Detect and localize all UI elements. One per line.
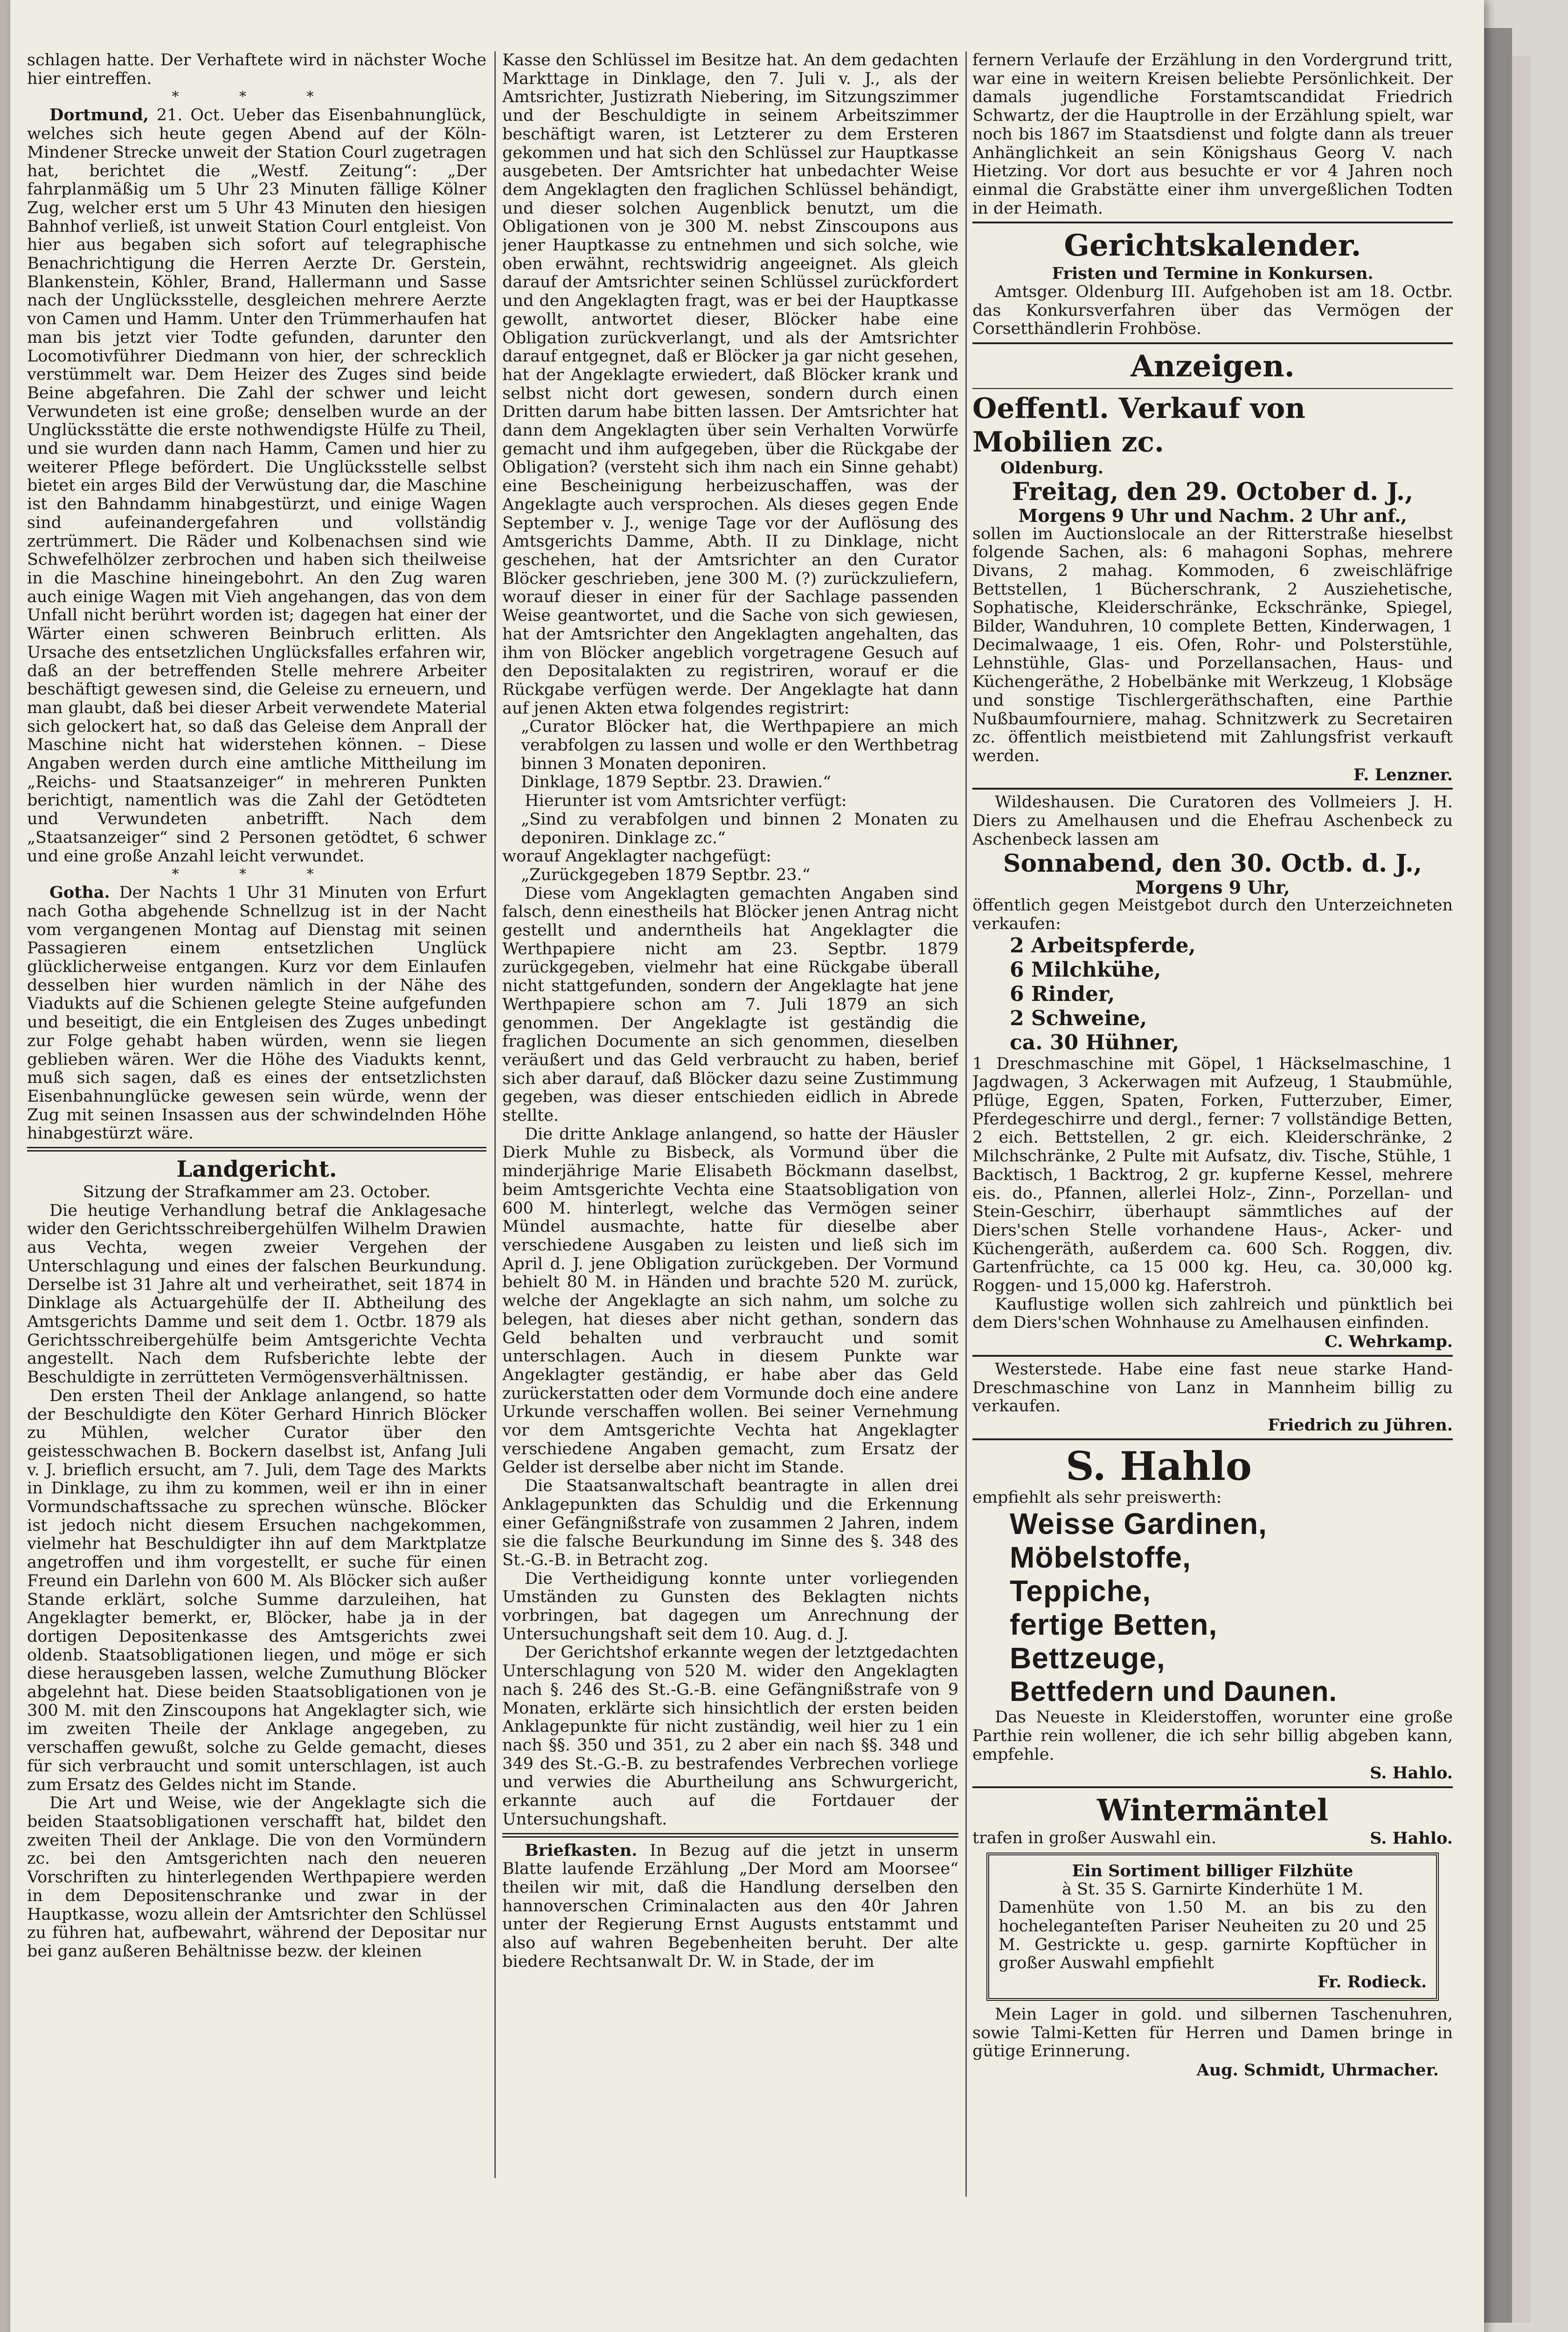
scan-right-edge-light — [1512, 56, 1531, 2323]
ad-oeffentl-verkauf — [972, 392, 1453, 784]
ad-wild-item: 2 Schweine, — [1010, 1006, 1147, 1030]
quote-zurueckgegeben: „Zurückgegeben 1879 Septbr. 23.“ — [521, 865, 811, 884]
ad-oeffentl-heading: Oeffentl. Verkauf von Mobilien zc. — [972, 392, 1305, 459]
article-dortmund — [27, 106, 486, 866]
heading-anzeigen: Anzeigen. — [1131, 349, 1295, 384]
c2-worauf: worauf Angeklagter nachgefügt: — [502, 847, 771, 866]
section-divider — [972, 788, 1453, 790]
section-divider — [972, 342, 1453, 344]
heading-gerichtskalender: Gerichtskalender. — [1064, 228, 1361, 264]
ad-west-signature: Friedrich zu Jühren. — [1268, 1415, 1453, 1435]
ad-hahlo-item: Bettzeuge, — [1010, 1641, 1166, 1675]
c2-paragraph-1: Kasse den Schlüssel im Besitze hat. An dem gedachten Markttage in Dinklage, den 7. Juli v. J., als der Amtsrichter, Justizrath Niebering, im Sitzungszimmer und der Beschuldigte in seinem Arbeitszimmer beschäftigt waren, ist Letzterer zu dem Ersteren gekommen und hat sich den Schlüssel zur Hauptkasse ausgebeten. Der Amtsrichter hat unbedachter Weise dem Angeklagten den fraglichen Schlüssel behändigt, und dieser solchen Augenblick benutzt, um die Obligationen von je 300 M. nebst Zinscoupons aus jener Hauptkasse zu entnehmen und sich solche, wie oben erwähnt, rechtswidrig angeeignet. Als gleich darauf der Amtsrichter seinen Schlüssel zurückfordert und den Angeklagten fragt, was er bei der Hauptkasse gewollt, antwortet dieser, Blöcker habe eine Obligation zurückverlangt, und als der Amtsrichter darauf entgegnet, daß er Blöcker ja gar nicht gesehen, hat der Angeklagte erwiedert, daß Blöcker krank und selbst nicht dort gewesen, sondern durch einen Dritten darum habe bitten lassen. Der Amtsrichter hat dann dem Angeklagten über sein Verhalten Vorwürfe gemacht und ihm aufgegeben, über die Rückgabe der Obligation? (versteht sich ihm nach ein Sinne gehabt) eine Bescheinigung herbeizuschaffen, was der Angeklagte auch versprochen. Als dieses gegen Ende September v. J., wenige Tage vor der Auflösung des Amtsgerichts Damme, Abth. II zu Dinklage, nicht geschehen, hat der Amtsrichter an den Curator Blöcker geschrieben, jene 300 M. (?) zurückzuliefern, worauf dieser in einer für der Sachlage passenden Weise geantwortet, und die Sache von sich gewiesen, hat der Amtsrichter den Angeklagten angehalten, das ihm von Blöcker angeblich vorgetragene Gesuch auf den Depositalakten zu registriren, worauf er die Rückgabe verfügen werde. Der Angeklagte hat dann auf jenen Akten etwa folgendes registrirt: — [502, 51, 958, 718]
c2-paragraph-6: Der Gerichtshof erkannte wegen der letztgedachten Unterschlagung von 520 M. wider den Angeklagten nach §. 246 des St.-G.-B. eine Gefängnißstrafe von 9 Monaten, erklärte sich hinsichtlich der ersten beiden Anklagepunkte für nicht zuständig, weil hier zu 1 ein nach §§. 350 und 351, zu 2 aber ein nach §§. 348 und 349 des St.-G.-B. zu bestrafendes Verbrechen vorliege und verwies die Aburtheilung ans Schwurgericht, erkannte auch auf die Fortdauer der Untersuchungshaft. — [502, 1643, 958, 1829]
ad-wild-item: ca. 30 Hühner, — [1010, 1030, 1179, 1055]
briefkasten — [502, 1841, 958, 1971]
ad-hahlo-signature: S. Hahlo. — [1370, 1763, 1453, 1783]
ad-wild-item: 6 Rinder, — [1010, 982, 1115, 1006]
column-rule-1 — [494, 51, 496, 2178]
briefkasten-label: Briefkasten. — [525, 1840, 638, 1860]
ad-wild-text4: Kauflustige wollen sich zahlreich und pünktlich bei dem Diers'schen Wohnhause zu Amelhausen einfinden. — [972, 1295, 1453, 1333]
ad-winter-line — [972, 1829, 1453, 1848]
separator-stars: * * * — [172, 866, 342, 883]
ad-wintermaentel — [972, 1792, 1453, 1848]
section-divider — [972, 388, 1453, 389]
c2-hierunter: Hierunter ist vom Amtsrichter verfügt: — [525, 791, 847, 811]
ad-hahlo-item: Bettfedern und Daunen. — [1010, 1676, 1338, 1707]
ad-oeffentl-text: sollen im Auctionslocale an der Ritterstraße hieselbst folgende Sachen, als: 6 mahagoni Sophas, mehrere Divans, 2 mahag. Kommoden, 6 zweischläfrige Bettstellen, 1 Bücherschrank, 2 Ausziehetische, Sophatische, Kleiderschränke, Eckschränke, Spiegel, Bilder, Wanduhren, 10 complete Betten, Kinderwagen, 1 Decimalwaage, 1 eis. Ofen, Rohr- und Polsterstühle, Lehnstühle, Glas- und Porzellansachen, Haus- und Küchengeräthe, 2 Hobelbänke mit Werkzeug, 1 Klobsäge und sonstige Tischlergeräthschaften, eine Parthie Nußbaumfourniere, mahag. Schnitzwerk zu Secretairen zc. öffentlich meistbietend mit Zahlungsfrist verkauft werden. — [972, 524, 1453, 765]
gerichtskalender-sub: Fristen und Termine in Konkursen. — [1052, 264, 1374, 284]
ad-hahlo — [972, 1444, 1453, 1783]
ad-wild-item: 2 Arbeitspferde, — [1010, 933, 1196, 958]
dateline-dortmund: Dortmund, — [49, 105, 149, 125]
ad-rodieck-line1: Ein Sortiment billiger Filzhüte — [1072, 1861, 1353, 1881]
ad-rodieck-signature: Fr. Rodieck. — [1317, 1972, 1427, 1992]
ad-oeffentl-place: Oldenburg. — [1000, 458, 1103, 478]
section-divider — [502, 1833, 958, 1838]
ad-rodieck-line3: Damenhüte von 1.50 M. an bis zu den hocheleganteſten Pariser Neuheiten zu 20 und 25 M. Gestrickte u. gesp. garnirte Kopftücher in großer Auswahl empfiehlt — [999, 1898, 1427, 1973]
article-gotha — [27, 883, 486, 1143]
column-1 — [27, 51, 486, 2206]
heading-landgericht: Landgericht. — [176, 1156, 337, 1183]
ad-schmidt — [972, 2006, 1453, 2080]
separator-stars: * * * — [172, 89, 342, 105]
landgericht-paragraph-2: Den ersten Theil der Anklage anlangend, so hatte der Beschuldigte den Köter Gerhard Hinrich Blöcker zu Mühlen, welcher Curator über den geistesschwachen B. Bockern daselbst ist, Anfang Juli v. J. brieflich ersucht, am 7. Juli, dem Tage des Markts in Dinklage, zu ihm zu kommen, weil er ihn in einer Vormundschaftssache zu sprechen wünsche. Blöcker ist jedoch nicht diesem Ersuchen nachgekommen, vielmehr hat Beschuldigter ihn auf dem Marktplatze angetroffen und ihm vorgestellt, er suche für einen Freund ein Darlehn von 600 M. Als Blöcker sich außer Stande erklärt, solche Summe darzuleihen, hat Angeklagter bemerkt, er, Blöcker, habe ja in der dortigen Depositenkasse des Amtsgerichts zwei oldenb. Staatsobligationen liegen, und möge er sich diese herausgeben lassen, welche Zumuthung Blöcker abgelehnt hat. Diese beiden Staatsobligationen von je 300 M. mit den Zinscoupons hat Angeklagter sich, wie im zweiten Theile der Anklage angegeben, zu verschaffen gewußt, solche zu Gelde gemacht, dieses für sich verbraucht und somit unterschlagen, ist auch zum Ersatz des Geldes nicht im Stande. — [27, 1386, 486, 1794]
ad-hahlo-intro: empfiehlt als sehr preiswerth: — [972, 1488, 1222, 1507]
ad-rodieck-box — [986, 1853, 1439, 2001]
ad-wild-signature: C. Wehrkamp. — [1325, 1332, 1453, 1352]
ad-winter-heading: Wintermäntel — [1097, 1793, 1328, 1828]
ad-wild-text3: 1 Dreschmaschine mit Göpel, 1 Häckselmaschine, 1 Jagdwagen, 3 Ackerwagen mit Aufzeug, 1 Staubmühle, Pflüge, Eggen, Spaten, Forken, Futterzuber, Eimer, Pferdegeschirre und dergl., ferner: 7 vollständige Betten, 2 eich. Bettstellen, 2 gr. eich. Kleiderschränke, 2 Milchschränke, 2 Pulte mit Aufsatz, div. Tische, Stühle, 1 Backtisch, 1 Backtrog, 2 gr. kupferne Kessel, mehrere eis. do., Pfannen, allerlei Holz-, Zinn-, Porzellan- und Stein-Geschirr, überhaupt sämmtliches auf der Diers'schen Stelle vorhandene Haus-, Acker- und Küchengeräth, außerdem ca. 600 Sch. Roggen, div. Gartenfrüchte, ca 15 000 kg. Heu, ca. 30,000 kg. Roggen- und 15,000 kg. Haferstroh. — [972, 1054, 1453, 1296]
section-divider — [972, 1438, 1453, 1440]
ad-hahlo-name: S. Hahlo — [1066, 1443, 1252, 1489]
section-divider — [972, 1786, 1453, 1788]
ad-oeffentl-time: Morgens 9 Uhr und Nachm. 2 Uhr anf., — [1018, 505, 1407, 526]
ad-hahlo-item: Teppiche, — [1010, 1574, 1151, 1608]
article-gotha-text: Der Nachts 1 Uhr 31 Minuten von Erfurt nach Gotha abgehende Schnellzug ist in der Nacht vom vergangenen Montag auf Dienstag mit seinen Passagieren einem entsetzlichen Unglück glücklicherweise entgangen. Kurz vor dem Einlaufen desselben hier wurden nämlich in der Nähe des Viadukts auf die Schienen gelegte Steine aufgefunden und beseitigt, die ein Entgleisen des Zuges unbedingt zur Folge gehabt haben würden, wenn sie liegen geblieben wären. Wer die Höhe des Viadukts kennt, muß sich sagen, daß es eines der entsetzlichsten Eisenbahnunglücke gewesen sein würde, wenn der Zug mit seinen Insassen aus der schwindelnden Höhe hinabgestürzt wäre. — [27, 883, 486, 1143]
section-divider — [972, 222, 1453, 223]
quote-curator: „Curator Blöcker hat, die Werthpapiere an mich verabfolgen zu lassen und wolle er den Werthbetrag binnen 3 Monaten deponiren. — [521, 717, 958, 773]
scan-right-edge — [1484, 28, 1512, 2323]
quote-curator-signature: Dinklage, 1879 Septbr. 23. Drawien.“ — [521, 773, 832, 792]
newspaper-page — [10, 0, 1484, 2332]
c2-paragraph-3: Die dritte Anklage anlangend, so hatte der Häusler Dierk Muhle zu Bisbeck, als Vormund über die minderjährige Marie Elisabeth Böckmann daselbst, beim Amtsgerichte Vechta eine Staatsobligation von 600 M. hinterlegt, welche das Vermögen seiner Mündel ausmachte, hatte für dieselbe aber verschiedene Ausgaben zu leisten und ließ sich im April d. J. jene Obligation zurückgeben. Der Vormund behielt 80 M. in Händen und brachte 520 M. zurück, welche der Angeklagte an sich nahm, um solche zu belegen, hat dieses aber nicht gethan, sondern das Geld behalten und verbraucht und somit unterschlagen. Auch in diesem Punkte war Angeklagter geständig, er habe aber das Geld zurückerstatten oder dem Vormunde doch eine andere Urkunde verschaffen wollen. Bei seiner Vernehmung vor dem Amtsgerichte Vechta hat Angeklagter verschiedene Angaben gemacht, zum Ersatz der Gelder ist derselbe aber nicht im Stande. — [502, 1124, 958, 1477]
ad-west-text: Westerstede. Habe eine fast neue starke Hand-Dreschmaschine von Lanz in Mannheim billig zu verkaufen. — [972, 1360, 1453, 1416]
column-3 — [972, 51, 1453, 2253]
briefkasten-text: In Bezug auf die jetzt in unserm Blatte laufende Erzählung „Der Mord am Moorsee“ theilen wir mit, daß die Handlung derselben den hannoverschen Criminalacten aus den 40r Jahren unter der Regierung Ernst Augusts entstammt und also auf wahren Begebenheiten beruht. Der alte biedere Rechtsanwalt Dr. W. in Stade, der im — [502, 1841, 958, 1971]
ad-rodieck-line2: à St. 35 S. Garnirte Kinderhüte 1 M. — [1062, 1880, 1363, 1899]
c2-paragraph-2: Diese vom Angeklagten gemachten Angaben sind falsch, denn einestheils hat Blöcker jenen Antrag nicht gestellt und anderntheils hat Angeklagter die Werthpapiere nicht am 23. Septbr. 1879 zurückgegeben, vielmehr hat eine Rückgabe überall nicht stattgefunden, sondern der Angeklagte hat jene Werthpapiere schon am 7. Juli 1879 an sich genommen. Der Angeklagte ist geständig die fraglichen Documente an sich genommen, dieselben veräußert und das Geld verbraucht zu haben, berief sich aber darauf, daß Blöcker dazu seine Zustimmung gegeben, was dieser entschieden eidlich in Abrede stellte. — [502, 884, 958, 1125]
c3-paragraph-1: fernern Verlaufe der Erzählung in den Vordergrund tritt, war eine in weitern Kreisen beliebte Persönlichkeit. Der damals jugendliche Forstamtscandidat Friedrich Schwartz, der die Hauptrolle in der Erzählung spielt, war noch bis 1867 im Staatsdienst und folgte dann als treuer Anhänglichkeit an sein Königshaus Georg V. nach Hietzing. Vor dort aus besuchte er vor 4 Jahren noch einmal die Grabstätte einer ihm unvergeßlichen Todten in der Heimath. — [972, 51, 1453, 218]
column-2 — [502, 51, 958, 2215]
c2-paragraph-5: Die Vertheidigung konnte unter vorliegenden Umständen zu Gunsten des Beklagten nichts vorbringen, bat dagegen um Anrechnung der Untersuchungshaft seit dem 10. Aug. d. J. — [502, 1569, 958, 1644]
c2-paragraph-4: Die Staatsanwaltschaft beantragte in allen drei Anklagepunkten das Schuldig und die Erkennung einer Gefängnißstrafe von zusammen 2 Jahren, indem sie die falsche Beurkundung im Sinne des §. 348 des St.-G.-B. in Betracht zog. — [502, 1477, 958, 1569]
sitzung-line: Sitzung der Strafkammer am 23. October. — [83, 1183, 431, 1202]
ad-westerstede — [972, 1360, 1453, 1435]
section-divider — [27, 1147, 486, 1152]
ad-wildeshausen — [972, 793, 1453, 1351]
ad-wild-time: Morgens 9 Uhr, — [1135, 876, 1290, 898]
landgericht-paragraph-1: Die heutige Verhandlung betraf die Anklagesache wider den Gerichtsschreibergehülfen Wilhelm Drawien aus Vechta, wegen zweier Vergehen der Unterschlagung und eines der falschen Beurkundung. Derselbe ist 31 Jahre alt und verheirathet, seit 1874 in Dinklage als Actuargehülfe der II. Abtheilung des Amtsgerichts Damme und seit dem 1. Octbr. 1879 als Gerichtsschreibergehülfe beim Amtsgerichte Vechta angestellt. Nach dem Rufsberichte lebte der Beschuldigte in zerrütteten Vermögensverhältnissen. — [27, 1201, 486, 1387]
ad-schmidt-text: Mein Lager in gold. und silbernen Taschenuhren, sowie Talmi-Ketten für Herren und Damen bringe in gütige Erinnerung. — [972, 2005, 1453, 2061]
ad-wild-text: Wildeshausen. Die Curatoren des Vollmeiers J. H. Diers zu Amelhausen und die Ehefrau Aschenbeck zu Aschenbeck lassen am — [972, 793, 1453, 849]
ad-hahlo-item: fertige Betten, — [1010, 1608, 1218, 1642]
paragraph-schlagen: schlagen hatte. Der Verhaftete wird in nächster Woche hier eintreffen. — [27, 51, 486, 88]
scan-left-edge — [0, 0, 10, 2332]
section-divider — [972, 1355, 1453, 1357]
landgericht-paragraph-3: Die Art und Weise, wie der Angeklagte sich die beiden Staatsobligationen verschafft hat, bildet den zweiten Theil der Anklage. Die von den Vormündern zc. bei den Amtsgerichten nach den neueren Vorschriften zu hinterlegenden Werthpapiere werden in dem Depositenschranke und zwar in der Hauptkasse, wozu allein der Amtsrichter den Schlüssel zu führen hat, aufbewahrt, während der Depositar nur bei ganz außeren Behältnisse bezw. der kleinen — [27, 1794, 486, 1961]
article-dortmund-text: 21. Oct. Ueber das Eisenbahnunglück, welches sich heute gegen Abend auf der Köln-Mindener Strecke unweit der Station Courl zugetragen hat, berichtet die „Westf. Zeitung“: „Der fahrplanmäßig um 5 Uhr 23 Minuten fällige Kölner Zug, welcher erst um 5 Uhr 43 Minuten den hiesigen Bahnhof verließ, ist unweit Station Courl entgleist. Von hier aus begaben sich sofort auf telegraphische Benachrichtigung die Herren Aerzte Dr. Gerstein, Blankenstein, Köhler, Brand, Hallermann und Sasse nach der Unglücksstelle, desgleichen mehrere Aerzte von Camen und Hamm. Unter den Trümmerhaufen hat man bis jetzt vier Todte gefunden, darunter den Locomotivführer Diedmann von hier, der schrecklich verstümmelt war. Dem Heizer des Zuges sind beide Beine abgefahren. Die Zahl der schwer und leicht Verwundeten ist eine große; denselben wurde an der Unglücksstätte die erste nothwendigste Hülfe zu Theil, und sie wurden dann nach Hamm, Camen und hier zu weiterer Pflege befördert. Die Unglücksstelle selbst bietet ein arges Bild der Verwüstung dar, die Maschine ist den Bahndamm hinabgestürzt, und einige Wagen sind aufeinandergefahren und vollständig zertrümmert. Die Räder und Kolbenachsen sind wie Schwefelhölzer zerbrochen und haben sich theilweise in die Maschine hineingebohrt. An den Zug waren auch einige Wagen mit Vieh angehangen, das von dem Unfall nicht berührt worden ist; dagegen hat einer der Wärter einen schweren Beinbruch erlitten. Als Ursache des entsetzlichen Unglücksfalles erfahren wir, daß an der betreffenden Stelle mehrere Arbeiter beschäftigt gewesen sind, die Geleise zu erneuern, und man glaubt, daß bei dieser Arbeit verwendete Material sich gelockert hat, so daß das Geleise dem Anprall der Maschine nicht hat widerstehen können. – Diese Angaben werden durch eine amtliche Mittheilung im „Reichs- und Staatsanzeiger“ in mehreren Punkten berichtigt, namentlich was die Zahl der Getödteten und Verwundeten anbetrifft. Nach dem „Staatsanzeiger“ sind 2 Personen getödtet, 6 schwer und eine große Anzahl leicht verwundet. — [27, 106, 486, 866]
ad-hahlo-text: Das Neueste in Kleiderstoffen, worunter eine große Parthie rein wollener, die ich sehr billig abgeben kann, empfehle. — [972, 1708, 1453, 1764]
ad-winter-signature: S. Hahlo. — [1370, 1829, 1453, 1848]
ad-wild-date: Sonnabend, den 30. Octb. d. J., — [1003, 849, 1422, 878]
quote-verfuegung: „Sind zu verabfolgen und binnen 2 Monaten zu deponiren. Dinklage zc.“ — [521, 810, 958, 847]
ad-winter-text: trafen in großer Auswahl ein. — [972, 1829, 1217, 1848]
ad-oeffentl-date: Freitag, den 29. October d. J., — [1012, 477, 1414, 506]
ad-schmidt-signature: Aug. Schmidt, Uhrmacher. — [1196, 2060, 1439, 2080]
ad-wild-item: 6 Milchkühe, — [1010, 958, 1161, 982]
column-rule-2 — [965, 51, 967, 2197]
ad-wild-text2: öffentlich gegen Meistgebot durch den Unterzeichneten verkaufen: — [972, 896, 1453, 933]
gerichtskalender-text: Amtsger. Oldenburg III. Aufgehoben ist am 18. Octbr. das Konkursverfahren über das Vermögen der Corsetthändlerin Frohböse. — [972, 283, 1453, 339]
ad-oeffentl-signature: F. Lenzner. — [1353, 765, 1453, 784]
ad-hahlo-item: Weisse Gardinen, — [1010, 1507, 1267, 1541]
dateline-gotha: Gotha. — [49, 883, 110, 902]
ad-hahlo-item: Möbelstoffe, — [1010, 1541, 1191, 1575]
